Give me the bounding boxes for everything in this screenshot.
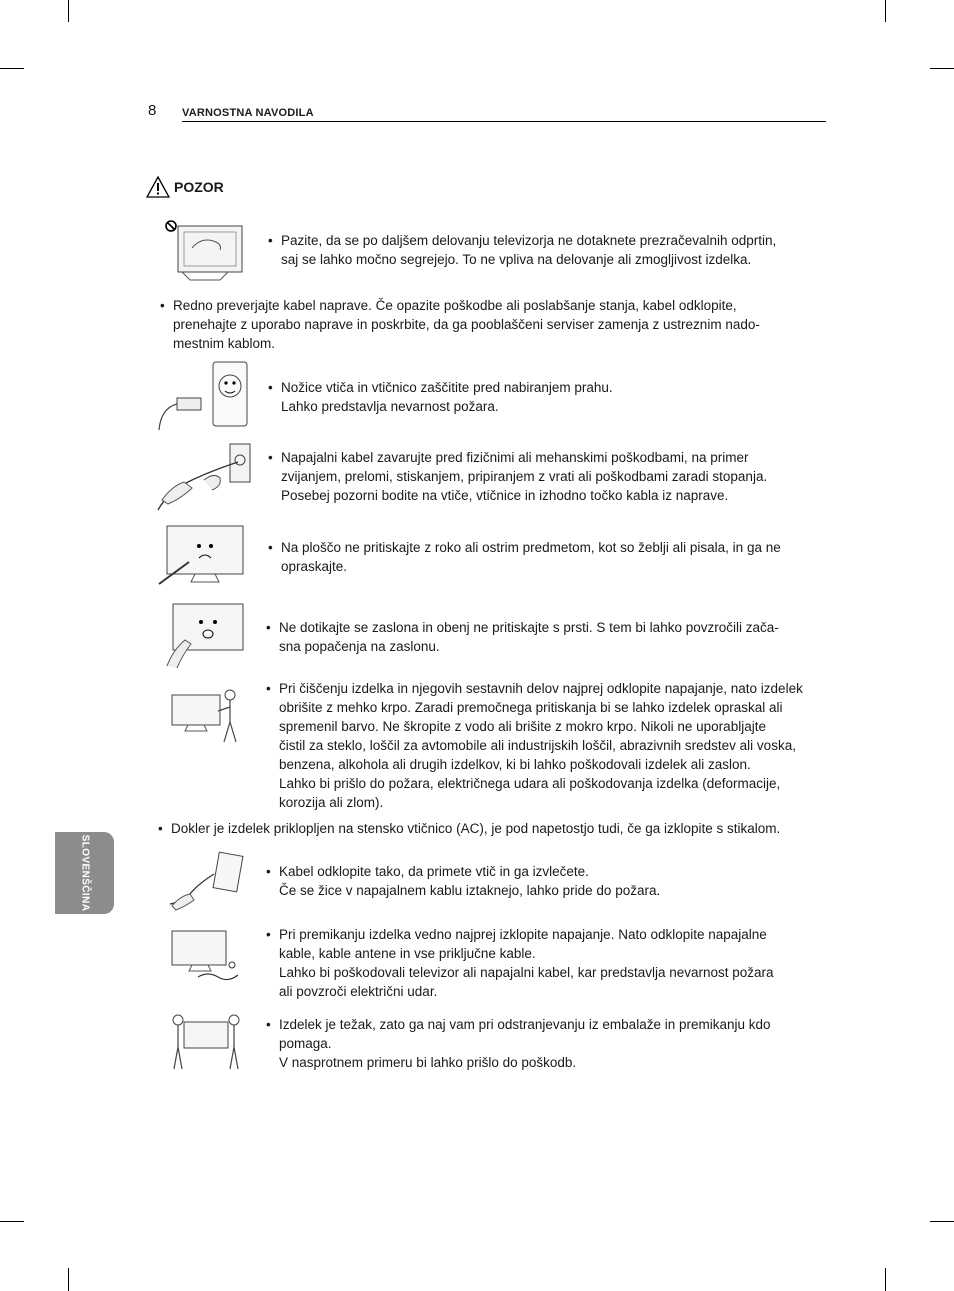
header-rule: [182, 121, 826, 122]
disconnect-cables-illustration: [168, 925, 244, 987]
crop-mark: [68, 0, 69, 22]
cleaning-illustration: [168, 685, 242, 745]
crop-mark: [68, 1268, 69, 1291]
list-item: • Pazite, da se po daljšem delovanju televizorja ne dotaknete prezračevalnih odprtin, saj se lahko močno segrejejo. To ne vpliva na delovanje ali zmogljivost izdelka.: [268, 233, 777, 267]
page-number: 8: [148, 102, 157, 119]
section-title: VARNOSTNA NAVODILA: [182, 107, 314, 119]
list-item-text: Na ploščo ne pritiskajte z roko ali ostrim predmetom, kot so žeblji ali pisala, in ga ne opraskajte.: [281, 540, 781, 574]
two-person-lift-illustration: [170, 1012, 242, 1072]
list-item-text: Dokler je izdelek priklopljen na stensko vtičnico (AC), je pod napetostjo tudi, če ga izklopite s stikalom.: [171, 821, 781, 836]
unplug-illustration: [168, 848, 246, 912]
language-tab-label: SLOVENŠČINA: [79, 834, 90, 912]
language-tab: [55, 832, 114, 914]
list-item: • Na ploščo ne pritiskajte z roko ali ostrim predmetom, kot so žeblji ali pisala, in ga ne opraskajte.: [268, 540, 781, 574]
screen-touch-illustration: [165, 600, 247, 668]
crop-mark: [930, 68, 954, 69]
list-item-text: Napajalni kabel zavarujte pred fizičnimi ali mehanskimi poškodbami, na primer zvijanjem, prelomi, stiskanjem, pripiranjem z vrati ali poškodbami zaradi stopanja. Posebej pozorni bodite na vtiče, vtičnice in izhodno točko kabla iz naprave.: [281, 450, 768, 503]
list-item-text: Pri čiščenju izdelka in njegovih sestavnih delov najprej odklopite napajanje, nato izdelek obrišite z mehko krpo. Zaradi premočnega pritiskanja bi se lahko izdelek opraskal ali spremenil barvo. Ne škropite z vodo ali brišite z mokro krpo. Nikoli ne uporabljajte čistil za steklo, loščil za avtomobile ali industrijskih loščil, abrazivnih sredstev ali voska, benzena, alkohola ali drugih izdelkov, ki bi lahko poškodovali izdelek ali zaslon. Lahko bi prišlo do požara, električnega udara ali poškodovanja izdelka (deformacije, korozija ali zlom).: [279, 681, 803, 810]
cable-damage-illustration: [152, 440, 252, 512]
list-item: • Dokler je izdelek priklopljen na stensko vtičnico (AC), je pod napetostjo tudi, če ga izklopite s stikalom.: [158, 821, 781, 836]
list-item: • Nožice vtiča in vtičnico zaščitite pred nabiranjem prahu. Lahko predstavlja nevarnost požara.: [268, 380, 613, 414]
warning-triangle-icon: [146, 176, 170, 198]
crop-mark: [0, 68, 24, 69]
panel-press-illustration: [155, 520, 249, 588]
crop-mark: [885, 1268, 886, 1291]
list-item-text: Nožice vtiča in vtičnico zaščitite pred nabiranjem prahu. Lahko predstavlja nevarnost požara.: [281, 380, 613, 414]
list-item-text: Pri premikanju izdelka vedno najprej izklopite napajanje. Nato odklopite napajalne kable, kable antene in vse priključne kable. Lahko bi poškodovali televizor ali napajalni kabel, kar predstavlja nevarnost požara ali povzroči električni udar.: [279, 927, 774, 999]
list-item: • Napajalni kabel zavarujte pred fizičnimi ali mehanskimi poškodbami, na primer zvijanjem, prelomi, stiskanjem, pripiranjem z vrati ali poškodbami zaradi stopanja. Posebej pozorni bodite na vtiče, vtičnice in izhodno točko kabla iz naprave.: [268, 450, 768, 503]
list-item: • Pri čiščenju izdelka in njegovih sestavnih delov najprej odklopite napajanje, nato izdelek obrišite z mehko krpo. Zaradi premočnega pritiskanja bi se lahko izdelek opraskal ali spremenil barvo. Ne škropite z vodo ali brišite z mokro krpo. Nikoli ne uporabljajte čistil za steklo, loščil za avtomobile ali industrijskih loščil, abrazivnih sredstev ali voska, benzena, alkohola ali drugih izdelkov, ki bi lahko poškodovali izdelek ali zaslon. Lahko bi prišlo do požara, električnega udara ali poškodovanja izdelka (deformacije, korozija ali zlom).: [266, 681, 803, 810]
list-item: • Izdelek je težak, zato ga naj vam pri odstranjevanju iz embalaže in premikanju kdo pomaga. V nasprotnem primeru bi lahko prišlo do poškodb.: [266, 1017, 771, 1070]
caution-title: POZOR: [174, 179, 224, 195]
list-item: • Kabel odklopite tako, da primete vtič in ga izvlečete. Če se žice v napajalnem kablu iztaknejo, lahko pride do požara.: [266, 864, 661, 898]
tv-back-vent-illustration: [162, 218, 248, 284]
list-item-text: Kabel odklopite tako, da primete vtič in ga izvlečete. Če se žice v napajalnem kablu iztaknejo, lahko pride do požara.: [279, 864, 661, 898]
list-item-text: Redno preverjajte kabel naprave. Če opazite poškodbe ali poslabšanje stanja, kabel odklopite, prenehajte z uporabo naprave in poskrbite, da ga pooblaščeni serviser zamenja z ustreznim nado- mestnim kablom.: [173, 298, 760, 351]
list-item: • Redno preverjajte kabel naprave. Če opazite poškodbe ali poslabšanje stanja, kabel odklopite, prenehajte z uporabo naprave in poskrbite, da ga pooblaščeni serviser zamenja z ustreznim nado- mestnim kablom.: [160, 298, 760, 351]
crop-mark: [885, 0, 886, 22]
crop-mark: [0, 1221, 24, 1222]
plug-dust-illustration: [155, 358, 250, 430]
list-item: • Pri premikanju izdelka vedno najprej izklopite napajanje. Nato odklopite napajalne kable, kable antene in vse priključne kable. Lahko bi poškodovali televizor ali napajalni kabel, kar predstavlja nevarnost požara ali povzroči električni udar.: [266, 927, 774, 999]
crop-mark: [930, 1221, 954, 1222]
list-item-text: Pazite, da se po daljšem delovanju televizorja ne dotaknete prezračevalnih odprtin, saj se lahko močno segrejejo. To ne vpliva na delovanje ali zmogljivost izdelka.: [281, 233, 777, 267]
list-item-text: Izdelek je težak, zato ga naj vam pri odstranjevanju iz embalaže in premikanju kdo pomaga. V nasprotnem primeru bi lahko prišlo do poškodb.: [279, 1017, 771, 1070]
list-item: • Ne dotikajte se zaslona in obenj ne pritiskajte s prsti. S tem bi lahko povzročili zača- sna popačenja na zaslonu.: [266, 620, 779, 654]
list-item-text: Ne dotikajte se zaslona in obenj ne pritiskajte s prsti. S tem bi lahko povzročili zača- sna popačenja na zaslonu.: [279, 620, 779, 654]
caution-heading: [146, 176, 224, 198]
